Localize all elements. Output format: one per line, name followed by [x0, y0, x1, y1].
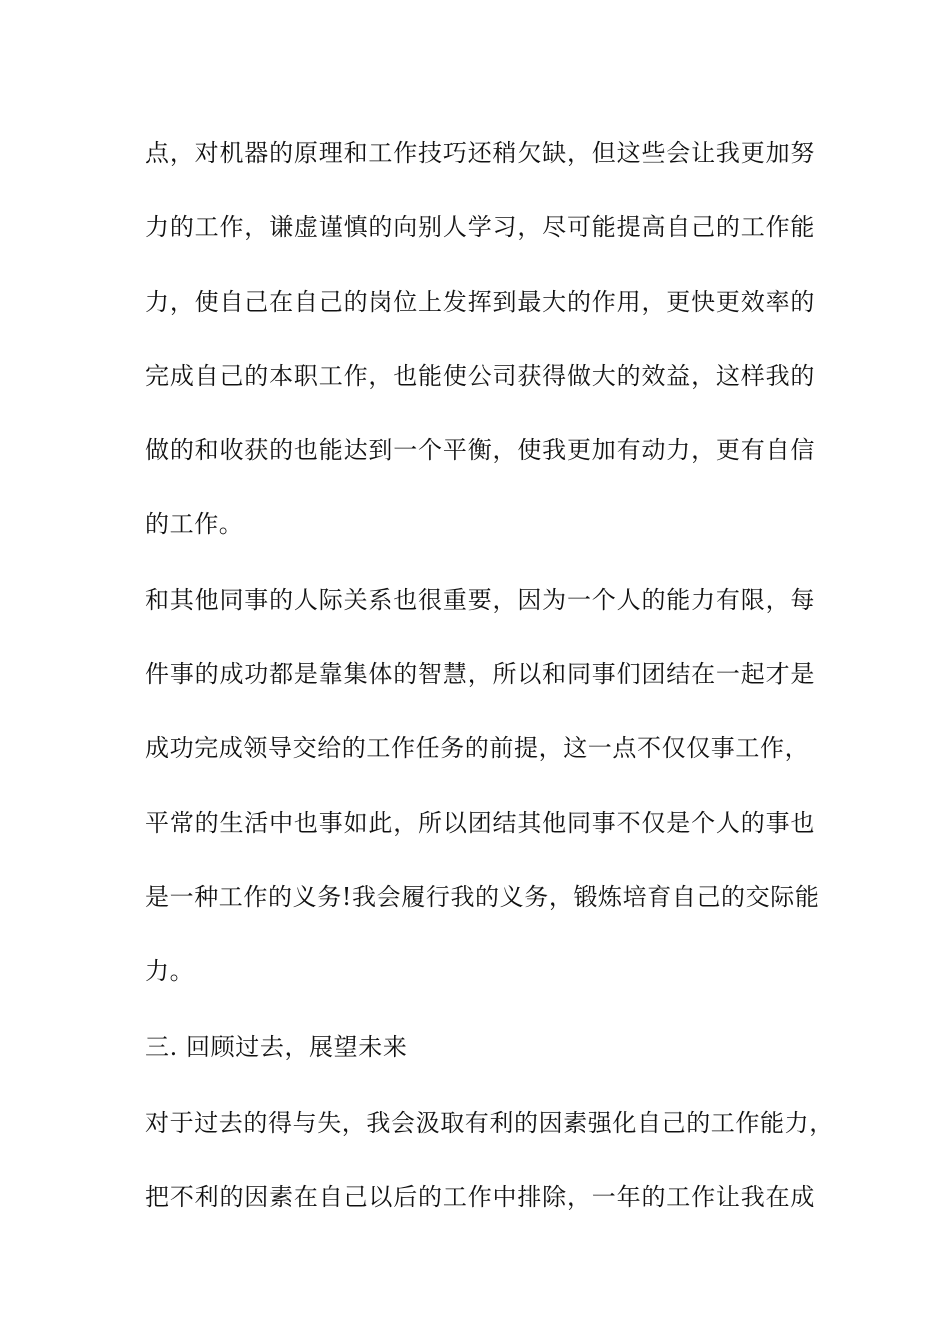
- text-line: 做的和收获的也能达到一个平衡，使我更加有动力，更有自信: [145, 436, 815, 464]
- text-line: 的工作。: [145, 510, 244, 538]
- text-line: 完成自己的本职工作，也能使公司获得做大的效益，这样我的: [145, 362, 815, 390]
- text-line: 力的工作，谦虚谨慎的向别人学习，尽可能提高自己的工作能: [145, 213, 815, 241]
- text-line: 力，使自己在自己的岗位上发挥到最大的作用，更快更效率的: [145, 288, 815, 316]
- text-line: 力。: [145, 957, 195, 985]
- text-line: 是一种工作的义务!我会履行我的义务，锻炼培育自己的交际能: [145, 883, 820, 911]
- text-line: 件事的成功都是靠集体的智慧，所以和同事们团结在一起才是: [145, 660, 815, 688]
- text-line: 和其他同事的人际关系也很重要，因为一个人的能力有限，每: [145, 586, 815, 614]
- text-line: 点，对机器的原理和工作技巧还稍欠缺，但这些会让我更加努: [145, 139, 815, 167]
- text-line: 成功完成领导交给的工作任务的前提，这一点不仅仅事工作，: [145, 734, 810, 762]
- text-line: 平常的生活中也事如此，所以团结其他同事不仅是个人的事也: [145, 809, 815, 837]
- text-line: 对于过去的得与失，我会汲取有利的因素强化自己的工作能力，: [145, 1109, 834, 1137]
- section-heading: 三. 回顾过去，展望未来: [145, 1033, 408, 1061]
- text-line: 把不利的因素在自己以后的工作中排除，一年的工作让我在成: [145, 1183, 815, 1211]
